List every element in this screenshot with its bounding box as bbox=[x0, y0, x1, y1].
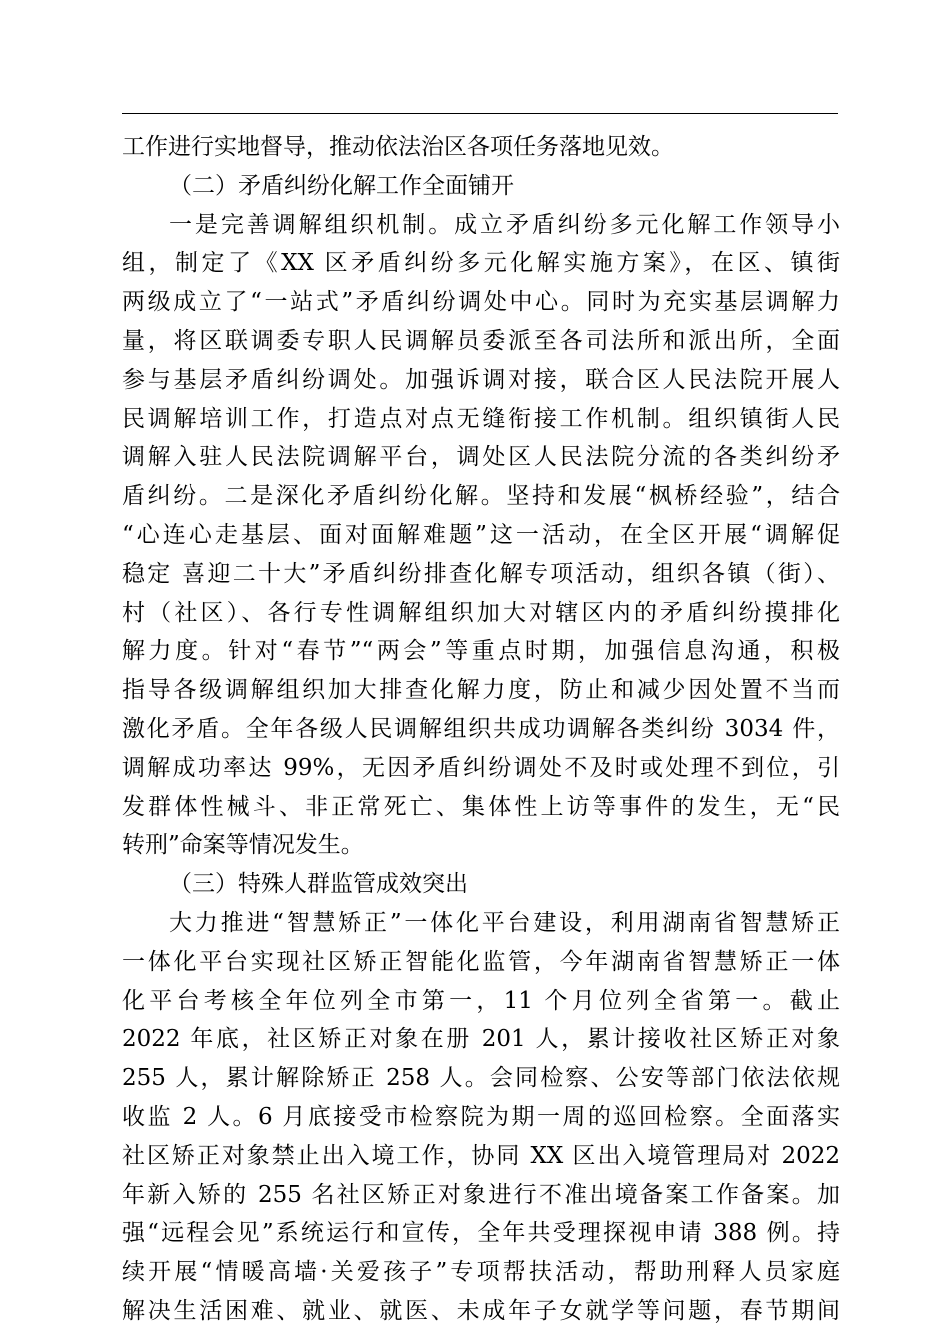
paragraph-line: 一是完善调解组织机制。成立矛盾纠纷多元化解工作领导小 bbox=[169, 211, 840, 238]
paragraph-line: 一体化平台实现社区矫正智能化监管，今年湖南省智慧矫正一体 bbox=[122, 948, 840, 975]
paragraph-line: 255 人，累计解除矫正 258 人。会同检察、公安等部门依法依规 bbox=[122, 1065, 840, 1092]
paragraph-line: “心连心走基层、面对面解难题”这一活动，在全区开展“调解促 bbox=[122, 521, 840, 548]
section-heading-3: （三）特殊人群监管成效突出 bbox=[169, 871, 468, 898]
paragraph-line: 盾纠纷。二是深化矛盾纠纷化解。坚持和发展“枫桥经验”，结合 bbox=[122, 483, 840, 510]
paragraph-line: 续开展“情暖高墙·关爱孩子”专项帮扶活动，帮助刑释人员家庭 bbox=[122, 1259, 840, 1286]
section-heading-2: （二）矛盾纠纷化解工作全面铺开 bbox=[169, 172, 514, 199]
paragraph-line: 发群体性械斗、非正常死亡、集体性上访等事件的发生，无“民 bbox=[122, 793, 840, 820]
paragraph-line: 解力度。针对“春节”“两会”等重点时期，加强信息沟通，积极 bbox=[122, 638, 840, 665]
paragraph-line: 量，将区联调委专职人民调解员委派至各司法所和派出所，全面 bbox=[122, 327, 840, 354]
paragraph-line: 收监 2 人。6 月底接受市检察院为期一周的巡回检察。全面落实 bbox=[122, 1103, 840, 1130]
paragraph-line: 调解成功率达 99%，无因矛盾纠纷调处不及时或处理不到位，引 bbox=[122, 754, 840, 781]
paragraph-line: 指导各级调解组织加大排查化解力度，防止和减少因处置不当而 bbox=[122, 677, 840, 704]
document-body bbox=[122, 128, 840, 1331]
paragraph-line: 2022 年底，社区矫正对象在册 201 人，累计接收社区矫正对象 bbox=[122, 1026, 840, 1053]
paragraph-line: 稳定 喜迎二十大”矛盾纠纷排查化解专项活动，组织各镇（街）、 bbox=[122, 560, 840, 587]
paragraph-line: 调解入驻人民法院调解平台，调处区人民法院分流的各类纠纷矛 bbox=[122, 444, 840, 471]
paragraph-line: 组，制定了《XX 区矛盾纠纷多元化解实施方案》，在区、镇街 bbox=[122, 250, 840, 277]
paragraph-line: 社区矫正对象禁止出入境工作，协同 XX 区出入境管理局对 2022 bbox=[122, 1142, 840, 1169]
paragraph-line: 化平台考核全年位列全市第一，11 个月位列全省第一。截止 bbox=[122, 987, 840, 1014]
paragraph-line: 大力推进“智慧矫正”一体化平台建设，利用湖南省智慧矫正 bbox=[169, 909, 840, 936]
paragraph-line: 年新入矫的 255 名社区矫正对象进行不准出境备案工作备案。加 bbox=[122, 1181, 840, 1208]
paragraph-line-end: 转刑”命案等情况发生。 bbox=[122, 832, 364, 859]
header-rule bbox=[122, 113, 838, 114]
paragraph-line: 解决生活困难、就业、就医、未成年子女就学等问题，春节期间 bbox=[122, 1297, 840, 1324]
paragraph-line: 强“远程会见”系统运行和宣传，全年共受理探视申请 388 例。持 bbox=[122, 1220, 840, 1247]
paragraph-line: 村（社区）、各行专性调解组织加大对辖区内的矛盾纠纷摸排化 bbox=[122, 599, 840, 626]
paragraph-line: 激化矛盾。全年各级人民调解组织共成功调解各类纠纷 3034 件， bbox=[122, 715, 840, 742]
paragraph-line: 参与基层矛盾纠纷调处。加强诉调对接，联合区人民法院开展人 bbox=[122, 366, 840, 393]
paragraph-line: 两级成立了“一站式”矛盾纠纷调处中心。同时为充实基层调解力 bbox=[122, 289, 840, 316]
paragraph-line: 民调解培训工作，打造点对点无缝衔接工作机制。组织镇街人民 bbox=[122, 405, 840, 432]
body-line-1: 工作进行实地督导，推动依法治区各项任务落地见效。 bbox=[122, 134, 674, 160]
